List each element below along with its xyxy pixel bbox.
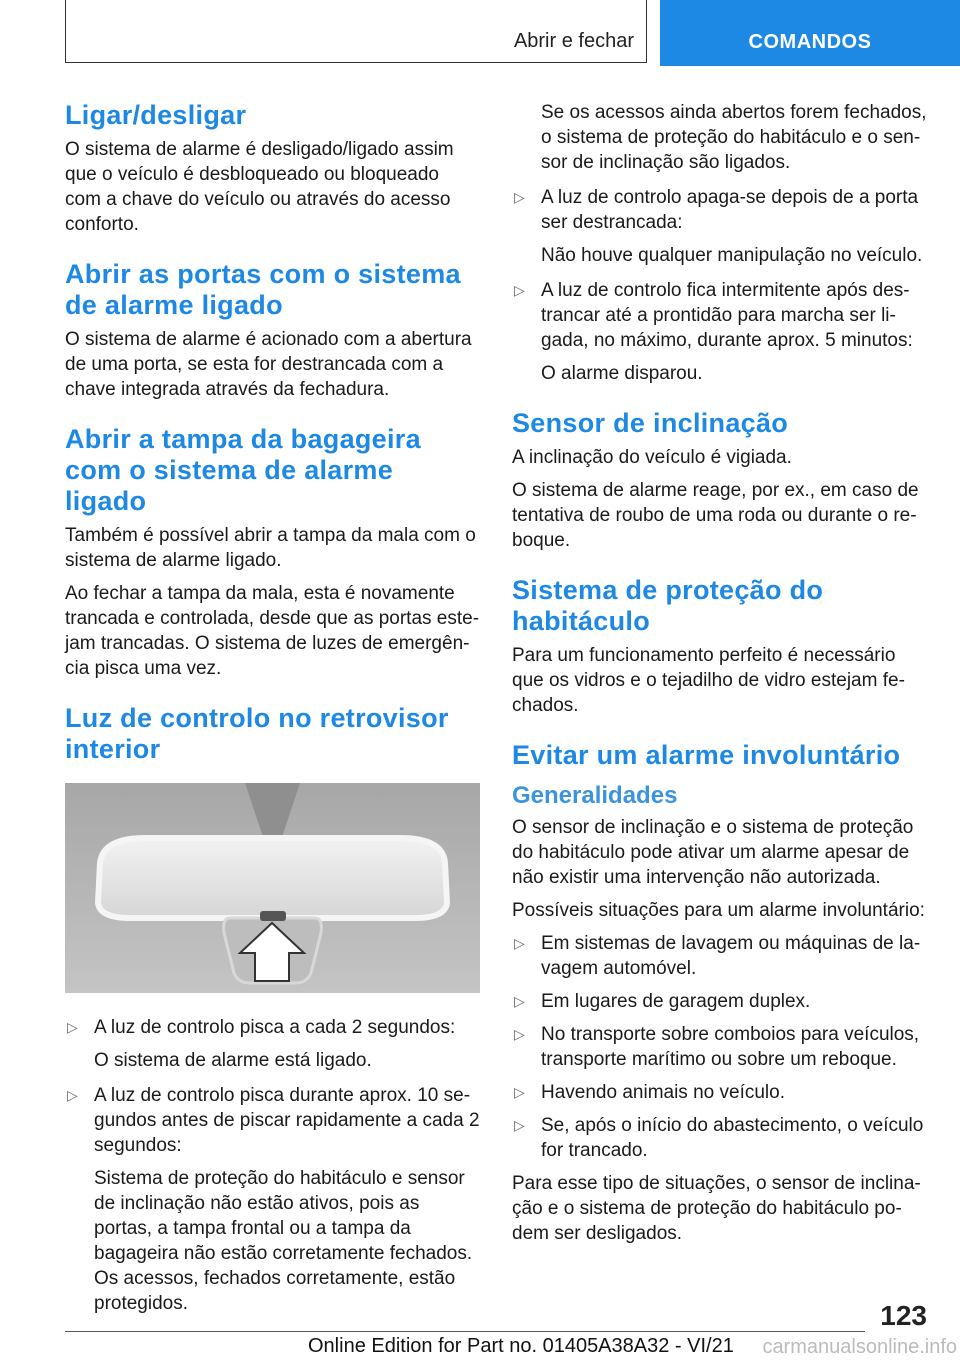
- list-item: ▷ Em lugares de garagem duplex.: [514, 991, 811, 1012]
- indicator-light: [260, 911, 286, 921]
- section-luz-controlo: [65, 703, 480, 1316]
- paragraph: Também é possível abrir a tampa da mala com o sistema de alarme ligado.: [65, 525, 476, 571]
- list-item: ▷ A luz de controlo pisca a cada 2 segundos:: [67, 1017, 456, 1038]
- footer-divider: [65, 1331, 865, 1332]
- bullet-triangle-icon: ▷: [514, 993, 525, 1009]
- paragraph: A inclinação do veículo é vigiada.: [512, 447, 792, 468]
- bullet-triangle-icon: ▷: [514, 1026, 525, 1042]
- section-ligar-desligar: [65, 100, 480, 237]
- bullet-triangle-icon: ▷: [514, 1084, 525, 1100]
- bullet-triangle-icon: ▷: [514, 1117, 525, 1133]
- list-item-result: Sistema de proteção do habitáculo e sensor de inclinação não estão ativos, pois as portas, a tampa frontal ou a tampa da bagageira não estão corretamente fechados. Os acessos, fechados corretamente, estão protegidos.: [94, 1168, 473, 1314]
- paragraph: O sistema de alarme é desligado/ligado assim que o veículo é desbloqueado ou bloqueado com a chave do veículo ou através do acesso conforto.: [65, 139, 454, 235]
- bullet-triangle-icon: ▷: [514, 282, 525, 298]
- list-item: ▷ Havendo animais no veículo.: [514, 1082, 785, 1103]
- list-item: ▷ A luz de controlo pisca durante aprox. 10 segundos antes de piscar rapidamente a cada 2 segundos:: [67, 1085, 480, 1156]
- section-sensor-inclinacao: [512, 408, 927, 553]
- list-item-result: O alarme disparou.: [541, 363, 703, 384]
- section-abrir-tampa: [65, 424, 480, 681]
- heading-protecao-habitaculo: Sistema de proteção do habitáculo: [512, 575, 824, 636]
- subheading-generalidades: Generalidades: [512, 782, 678, 809]
- list-item-continuation: Se os acessos ainda abertos forem fechados, o sistema de proteção do habitáculo e o sensor de inclinação são ligados.: [541, 102, 927, 173]
- left-column: [65, 100, 480, 1326]
- header-box: [65, 0, 647, 63]
- list-item: ▷ A luz de controlo apaga-se depois de a porta ser destrancada:: [514, 187, 919, 233]
- bullet-triangle-icon: ▷: [514, 189, 525, 205]
- paragraph: O sensor de inclinação e o sistema de proteção do habitáculo pode ativar um alarme apesar de não existir uma intervenção não autorizada.: [512, 817, 914, 888]
- heading-abrir-portas: Abrir as portas com o sistema de alarme ligado: [65, 259, 461, 320]
- section-evitar-alarme: [512, 740, 927, 1246]
- list-item-result: O sistema de alarme está ligado.: [94, 1050, 372, 1071]
- section-protecao-habitaculo: [512, 575, 927, 718]
- heading-evitar-alarme: Evitar um alarme involuntário: [512, 740, 901, 770]
- section-tab[interactable]: COMANDOS: [660, 0, 960, 66]
- list-item-result: Não houve qualquer manipulação no veículo.: [541, 245, 923, 266]
- paragraph: O sistema de alarme reage, por ex., em caso de tentativa de roubo de uma roda ou durante o reboque.: [512, 480, 919, 551]
- bullet-triangle-icon: ▷: [67, 1019, 78, 1035]
- paragraph: O sistema de alarme é acionado com a abertura de uma porta, se esta for destrancada com a chave integrada através da fechadura.: [65, 329, 472, 400]
- list-item: ▷ Em sistemas de lavagem ou máquinas de lavagem automóvel.: [514, 933, 921, 979]
- chapter-title: Abrir e fechar: [513, 30, 634, 52]
- footer-edition: Online Edition for Part no. 01405A38A32 - VI/21: [308, 1335, 734, 1357]
- list-item: ▷ A luz de controlo fica intermitente após destrancar até a prontidão para marcha ser ligada, no máximo, durante aprox. 5 minutos:: [514, 280, 913, 351]
- watermark: carmanualsonline.info: [762, 1336, 957, 1358]
- bullet-triangle-icon: ▷: [67, 1087, 78, 1103]
- heading-ligar-desligar: Ligar/desligar: [65, 100, 247, 130]
- list-item: ▷ No transporte sobre comboios para veículos, transporte marítimo ou sobre um reboque.: [514, 1024, 920, 1070]
- heading-sensor-inclinacao: Sensor de inclinação: [512, 408, 789, 438]
- bullet-triangle-icon: ▷: [514, 935, 525, 951]
- paragraph: Possíveis situações para um alarme involuntário:: [512, 900, 925, 921]
- list-item: ▷ Se, após o início do abastecimento, o veículo for trancado.: [514, 1115, 924, 1161]
- paragraph: Para um funcionamento perfeito é necessário que os vidros e o tejadilho de vidro estejam fechados.: [512, 645, 905, 716]
- paragraph: Para esse tipo de situações, o sensor de inclinação e o sistema de proteção do habitáculo podem ser desligados.: [512, 1173, 921, 1244]
- page-number: 123: [880, 1300, 927, 1331]
- paragraph: Ao fechar a tampa da mala, esta é novamente trancada e controlada, desde que as portas estejam trancadas. O sistema de luzes de emergência pisca uma vez.: [65, 583, 480, 679]
- section-abrir-portas: [65, 259, 480, 402]
- heading-abrir-tampa: Abrir a tampa da bagageira com o sistema de alarme ligado: [65, 424, 421, 516]
- heading-luz-controlo: Luz de controlo no retrovisor interior: [65, 703, 449, 764]
- rearview-mirror-figure: [65, 783, 480, 993]
- right-column: [512, 100, 927, 1254]
